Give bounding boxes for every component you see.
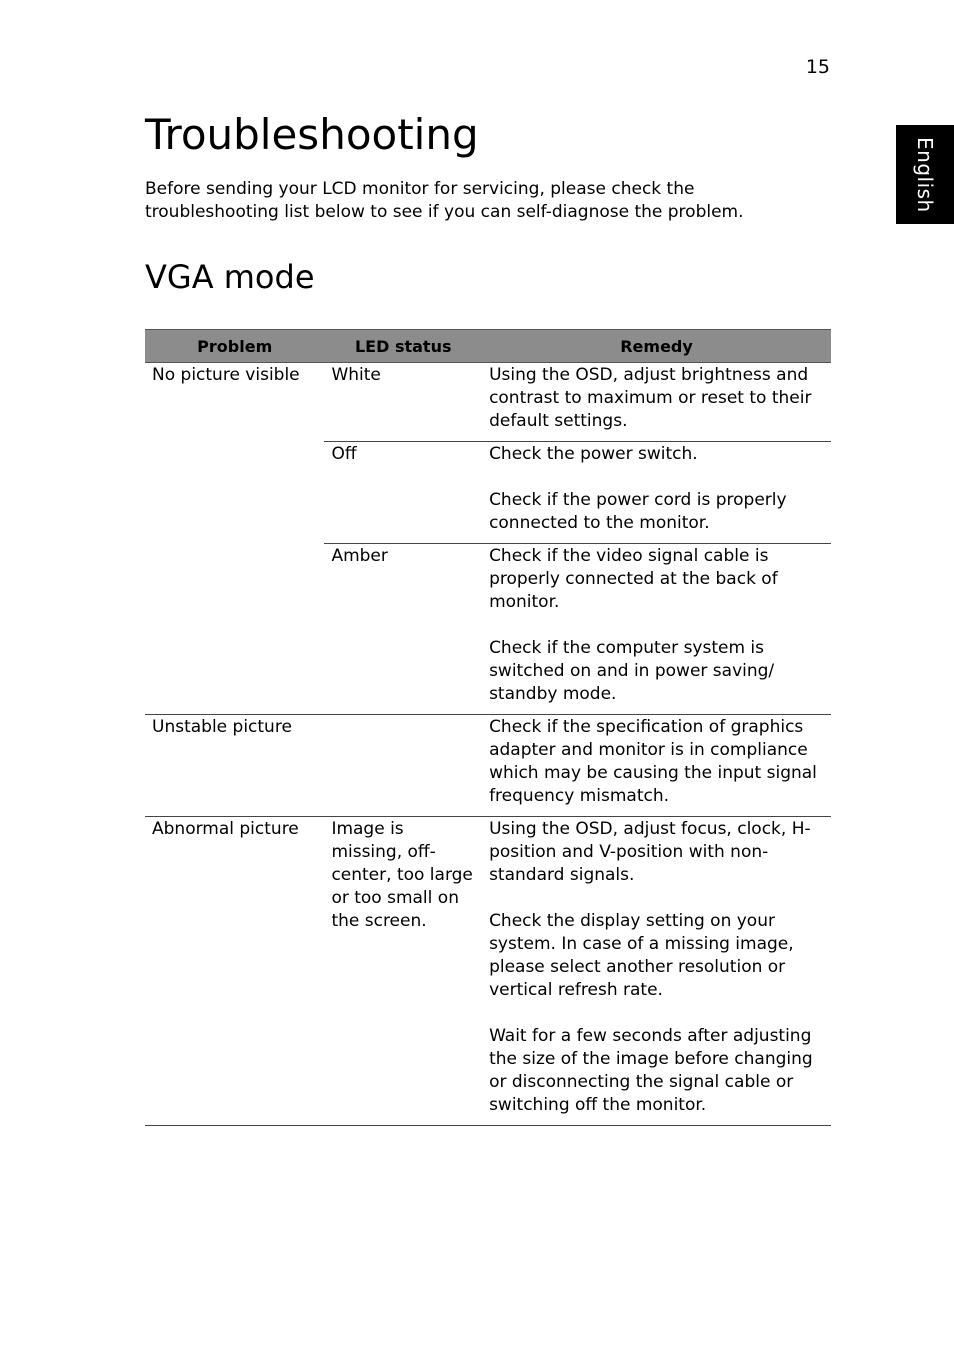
- page-number: 15: [805, 56, 830, 78]
- table-row: [145, 817, 831, 1126]
- led-off: Off: [324, 442, 482, 544]
- remedy-text: Check the power switch.: [489, 444, 698, 464]
- language-tab: [896, 125, 954, 224]
- header-problem: Problem: [145, 330, 324, 363]
- remedy-text: Check the display setting on your system. In case of a missing image, please select another resolution or vertical refresh rate.: [489, 911, 794, 1000]
- problem-abnormal: Abnormal picture: [145, 817, 324, 1126]
- led-amber: Amber: [324, 544, 482, 715]
- header-remedy: Remedy: [482, 330, 831, 363]
- table-header-row: [145, 330, 831, 363]
- table-row: [145, 363, 831, 442]
- intro-paragraph: Before sending your LCD monitor for servicing, please check the troubleshooting list below to see if you can self-diagnose the problem.: [145, 179, 744, 222]
- remedy-text: Using the OSD, adjust brightness and contrast to maximum or reset to their default settings.: [489, 365, 812, 431]
- problem-no-picture: No picture visible: [145, 363, 324, 715]
- remedy-off: [482, 442, 831, 544]
- remedy-amber: [482, 544, 831, 715]
- led-abnormal: Image is missing, off-center, too large or too small on the screen.: [324, 817, 482, 1126]
- troubleshooting-table: [145, 329, 831, 1126]
- remedy-text: Check if the computer system is switched on and in power saving/ standby mode.: [489, 638, 775, 704]
- problem-unstable: Unstable picture: [145, 715, 324, 817]
- remedy-unstable: [482, 715, 831, 817]
- page-title: Troubleshooting: [145, 110, 479, 159]
- led-unstable: [324, 715, 482, 817]
- remedy-abnormal: [482, 817, 831, 1126]
- section-title: VGA mode: [145, 258, 315, 296]
- language-tab-label: English: [913, 136, 937, 213]
- remedy-text: Using the OSD, adjust focus, clock, H-position and V-position with non-standard signals.: [489, 819, 811, 885]
- remedy-white: [482, 363, 831, 442]
- remedy-text: Check if the video signal cable is properly connected at the back of monitor.: [489, 546, 778, 612]
- remedy-text: Check if the power cord is properly connected to the monitor.: [489, 490, 787, 533]
- led-white: White: [324, 363, 482, 442]
- remedy-text: Check if the specification of graphics adapter and monitor is in compliance which may be causing the input signal frequency mismatch.: [489, 717, 817, 806]
- table-row: [145, 715, 831, 817]
- header-led-status: LED status: [324, 330, 482, 363]
- remedy-text: Wait for a few seconds after adjusting the size of the image before changing or disconnecting the signal cable or switching off the monitor.: [489, 1026, 813, 1115]
